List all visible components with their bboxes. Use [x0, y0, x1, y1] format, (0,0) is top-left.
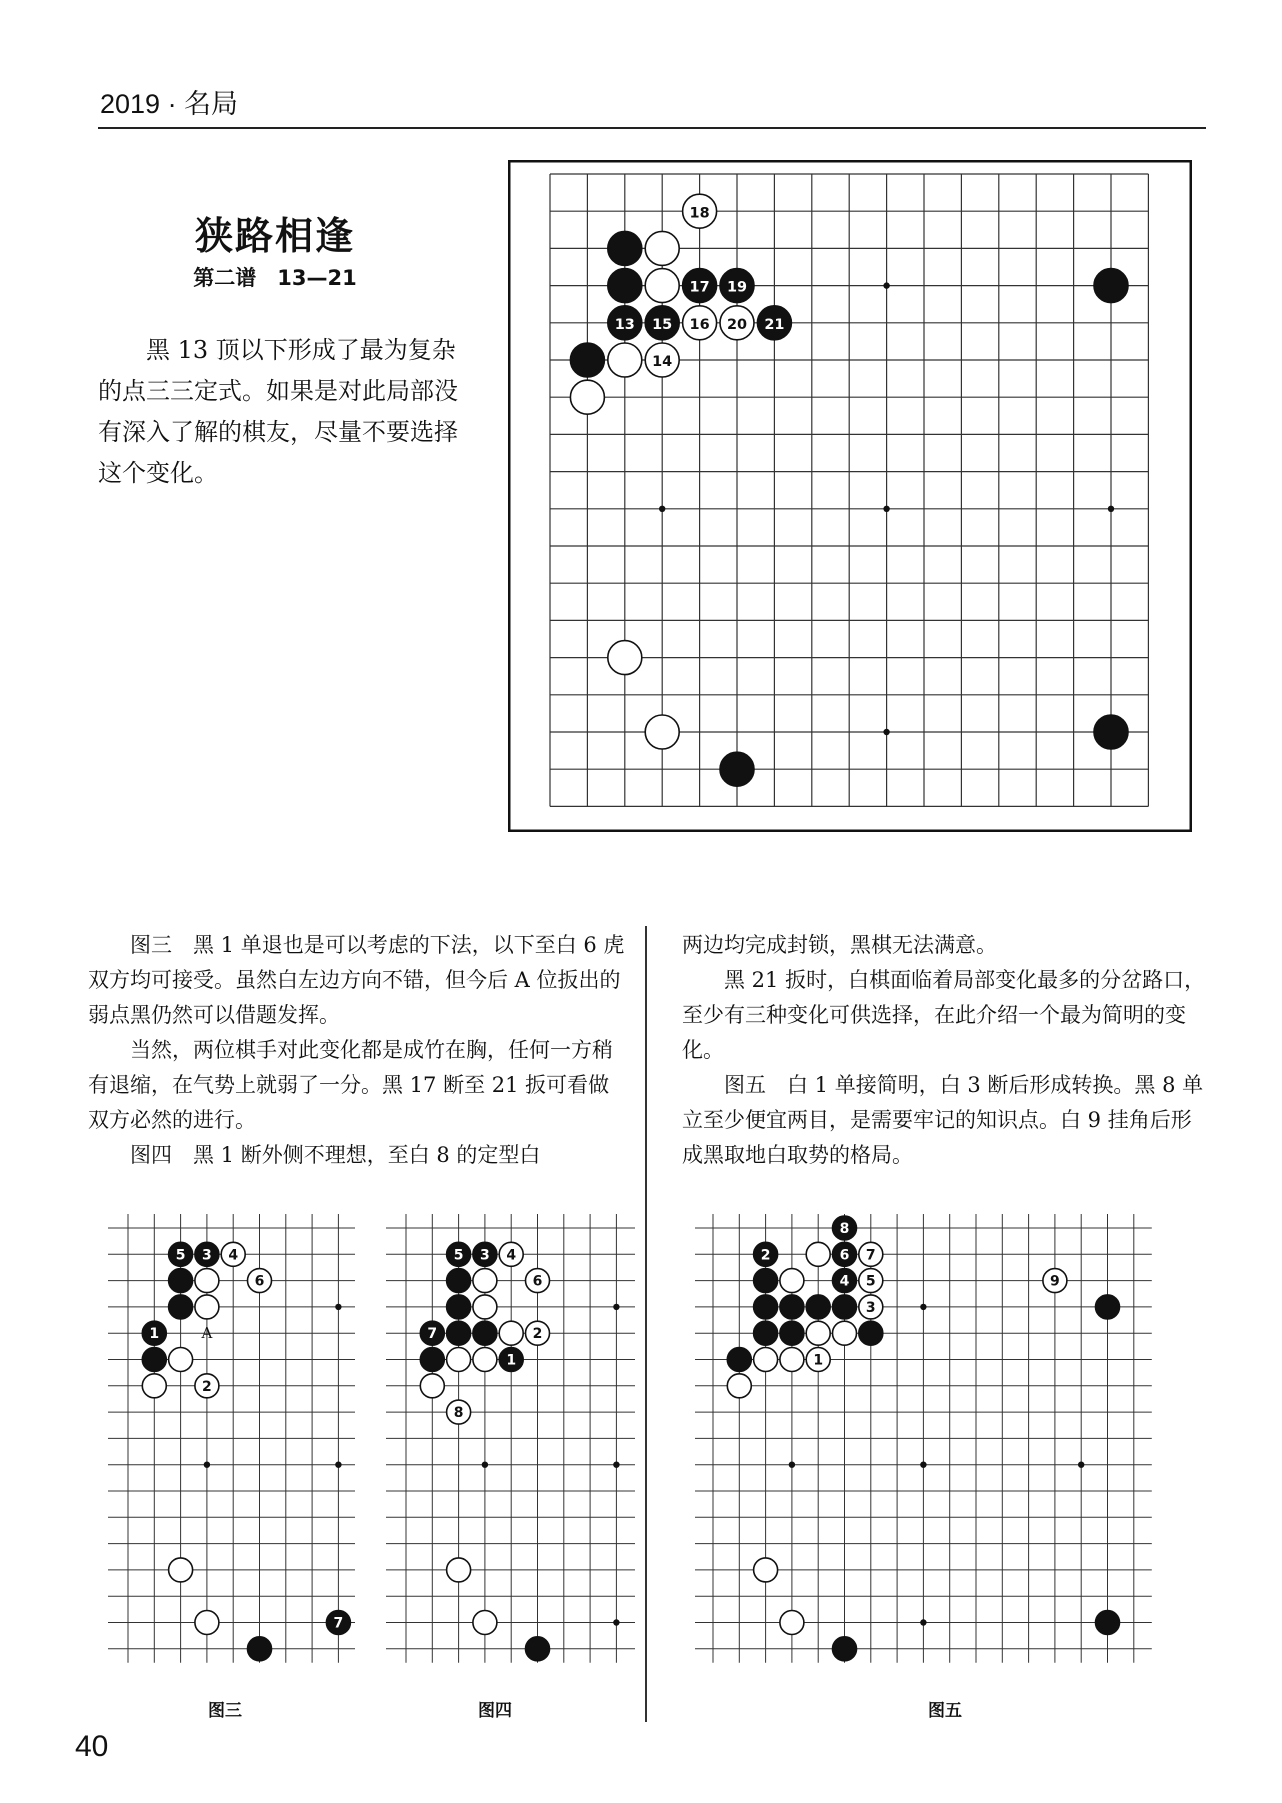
- black-stone: [526, 1637, 550, 1661]
- fig5-caption: 图五: [928, 1701, 962, 1721]
- black-stone: [499, 1348, 523, 1372]
- move-number: 16: [689, 316, 710, 333]
- body-paragraph: 当然，两位棋手对此变化都是成竹在胸，任何一方稍有退缩，在气势上就弱了一分。黑 17 断至 21 扳可看做双方必然的进行。: [88, 1038, 613, 1132]
- white-stone: [645, 715, 679, 749]
- white-stone: [142, 1374, 166, 1398]
- white-stone: [473, 1269, 497, 1293]
- black-stone: [683, 269, 717, 303]
- move-number: 7: [333, 1615, 344, 1632]
- white-stone: [645, 269, 679, 303]
- move-number: 5: [453, 1247, 464, 1264]
- star-point: [613, 1619, 619, 1625]
- black-stone: [169, 1295, 193, 1319]
- intro-paragraph: [98, 330, 468, 494]
- white-stone: [499, 1321, 523, 1345]
- move-number: 8: [453, 1405, 464, 1422]
- star-point: [920, 1304, 926, 1310]
- white-stone: [780, 1269, 804, 1293]
- article-title: 狭路相逢: [194, 214, 355, 258]
- black-stone: [720, 752, 754, 786]
- white-stone: [806, 1242, 830, 1266]
- star-point: [883, 282, 889, 288]
- black-stone: [420, 1321, 444, 1345]
- move-number: 14: [652, 354, 673, 371]
- black-stone: [720, 269, 754, 303]
- white-stone: [720, 306, 754, 340]
- header-rule: [98, 127, 1206, 129]
- black-stone: [645, 306, 679, 340]
- black-stone: [754, 1321, 778, 1345]
- black-stone: [833, 1242, 857, 1266]
- white-stone: [859, 1242, 883, 1266]
- black-stone: [608, 306, 642, 340]
- main-go-board: [508, 160, 1192, 832]
- move-number: 17: [689, 279, 710, 296]
- black-stone: [780, 1295, 804, 1319]
- white-stone: [447, 1348, 471, 1372]
- white-stone: [473, 1611, 497, 1635]
- star-point: [204, 1462, 210, 1468]
- white-stone: [780, 1348, 804, 1372]
- black-stone: [754, 1242, 778, 1266]
- white-stone: [447, 1558, 471, 1582]
- move-number: 19: [726, 279, 748, 296]
- white-stone: [195, 1374, 219, 1398]
- move-number: 15: [652, 316, 673, 333]
- body-paragraph: 两边均完成封锁，黑棋无法满意。: [682, 933, 997, 957]
- move-number: 13: [614, 316, 635, 333]
- fig3-go-board: [100, 1204, 355, 1678]
- move-number: 6: [254, 1273, 265, 1290]
- move-number: 2: [532, 1326, 543, 1343]
- black-stone: [248, 1637, 272, 1661]
- black-stone: [757, 306, 791, 340]
- black-stone: [754, 1269, 778, 1293]
- black-stone: [326, 1611, 350, 1635]
- move-number: 21: [764, 316, 785, 333]
- star-point: [883, 506, 889, 512]
- white-stone: [195, 1269, 219, 1293]
- star-point: [613, 1304, 619, 1310]
- move-number: 6: [532, 1273, 543, 1290]
- white-stone: [499, 1242, 523, 1266]
- header-title: 2019 · 名局: [100, 89, 239, 119]
- intro-text: 黑 13 顶以下形成了最为复杂的点三三定式。如果是对此局部没有深入了解的棋友，尽量不要选择这个变化。: [98, 336, 458, 487]
- white-stone: [683, 306, 717, 340]
- black-stone: [780, 1321, 804, 1345]
- black-stone: [142, 1321, 166, 1345]
- move-number: 7: [865, 1247, 876, 1264]
- white-stone: [780, 1611, 804, 1635]
- black-stone: [833, 1216, 857, 1240]
- move-number: 1: [506, 1352, 517, 1369]
- star-point: [482, 1462, 488, 1468]
- black-stone: [833, 1269, 857, 1293]
- white-stone: [473, 1348, 497, 1372]
- star-point: [789, 1462, 795, 1468]
- black-stone: [473, 1242, 497, 1266]
- move-number: 4: [839, 1273, 850, 1290]
- white-stone: [754, 1558, 778, 1582]
- move-number: 6: [839, 1247, 850, 1264]
- white-stone: [806, 1348, 830, 1372]
- star-point: [1078, 1462, 1084, 1468]
- white-stone: [169, 1348, 193, 1372]
- black-stone: [447, 1269, 471, 1293]
- fig4-go-board: [378, 1204, 635, 1678]
- black-stone: [859, 1321, 883, 1345]
- move-number: 4: [506, 1247, 517, 1264]
- move-number: 3: [202, 1247, 212, 1264]
- white-stone: [833, 1321, 857, 1345]
- black-stone: [833, 1637, 857, 1661]
- fig3-caption: 图三: [208, 1701, 242, 1721]
- black-stone: [1096, 1295, 1120, 1319]
- black-stone: [1094, 269, 1128, 303]
- white-stone: [608, 641, 642, 675]
- body-column-left: [88, 928, 628, 1173]
- black-stone: [473, 1321, 497, 1345]
- star-point: [659, 506, 665, 512]
- move-number: 4: [228, 1247, 239, 1264]
- white-stone: [526, 1269, 550, 1293]
- move-number: 5: [175, 1247, 186, 1264]
- move-number: 1: [813, 1352, 824, 1369]
- point-label-a: A: [201, 1324, 213, 1343]
- star-point: [920, 1619, 926, 1625]
- white-stone: [473, 1295, 497, 1319]
- fig4-caption: 图四: [478, 1701, 512, 1721]
- move-number: 3: [480, 1247, 490, 1264]
- black-stone: [570, 343, 604, 377]
- white-stone: [221, 1242, 245, 1266]
- move-number: 2: [202, 1378, 212, 1395]
- page-number: 40: [75, 1730, 109, 1763]
- white-stone: [683, 194, 717, 228]
- star-point: [883, 729, 889, 735]
- black-stone: [727, 1348, 751, 1372]
- black-stone: [420, 1348, 444, 1372]
- black-stone: [169, 1242, 193, 1266]
- star-point: [920, 1462, 926, 1468]
- body-column-right: [682, 928, 1212, 1173]
- black-stone: [833, 1295, 857, 1319]
- black-stone: [1096, 1611, 1120, 1635]
- star-point: [613, 1462, 619, 1468]
- white-stone: [195, 1611, 219, 1635]
- star-point: [335, 1304, 341, 1310]
- fig5-go-board: [683, 1204, 1166, 1678]
- black-stone: [608, 231, 642, 265]
- black-stone: [1094, 715, 1128, 749]
- move-number: 1: [149, 1326, 160, 1343]
- move-number: 2: [760, 1247, 771, 1264]
- white-stone: [608, 343, 642, 377]
- move-number: 18: [689, 205, 710, 222]
- white-stone: [526, 1321, 550, 1345]
- white-stone: [447, 1400, 471, 1424]
- white-stone: [169, 1558, 193, 1582]
- black-stone: [142, 1348, 166, 1372]
- article-subtitle: 第二谱 13—21: [193, 266, 357, 290]
- star-point: [1108, 506, 1114, 512]
- body-paragraph: 黑 21 扳时，白棋面临着局部变化最多的分岔路口，至少有三种变化可供选择，在此介绍一个最为简明的变化。: [682, 968, 1206, 1062]
- black-stone: [608, 269, 642, 303]
- black-stone: [447, 1295, 471, 1319]
- black-stone: [447, 1242, 471, 1266]
- white-stone: [859, 1269, 883, 1293]
- column-divider: [645, 926, 647, 1722]
- black-stone: [806, 1295, 830, 1319]
- white-stone: [806, 1321, 830, 1345]
- move-number: 5: [865, 1273, 876, 1290]
- black-stone: [169, 1269, 193, 1293]
- white-stone: [645, 343, 679, 377]
- white-stone: [727, 1374, 751, 1398]
- white-stone: [420, 1374, 444, 1398]
- body-paragraph: 图五 白 1 单接简明，白 3 断后形成转换。黑 8 单立至少便宜两目，是需要牢记的知识点。白 9 挂角后形成黑取地白取势的格局。: [682, 1073, 1204, 1167]
- star-point: [335, 1462, 341, 1468]
- white-stone: [645, 231, 679, 265]
- white-stone: [1043, 1269, 1067, 1293]
- move-number: 9: [1050, 1273, 1060, 1290]
- black-stone: [754, 1295, 778, 1319]
- white-stone: [570, 380, 604, 414]
- white-stone: [859, 1295, 883, 1319]
- black-stone: [447, 1321, 471, 1345]
- body-paragraph: 图三 黑 1 单退也是可以考虑的下法，以下至白 6 虎双方均可接受。虽然白左边方向不错，但今后 A 位扳出的弱点黑仍然可以借题发挥。: [88, 933, 625, 1027]
- white-stone: [754, 1348, 778, 1372]
- move-number: 7: [427, 1326, 438, 1343]
- white-stone: [248, 1269, 272, 1293]
- body-paragraph: 图四 黑 1 断外侧不理想，至白 8 的定型白: [130, 1143, 541, 1167]
- move-number: 8: [839, 1221, 850, 1238]
- white-stone: [195, 1295, 219, 1319]
- move-number: 3: [865, 1299, 876, 1316]
- move-number: 20: [726, 316, 748, 333]
- black-stone: [195, 1242, 219, 1266]
